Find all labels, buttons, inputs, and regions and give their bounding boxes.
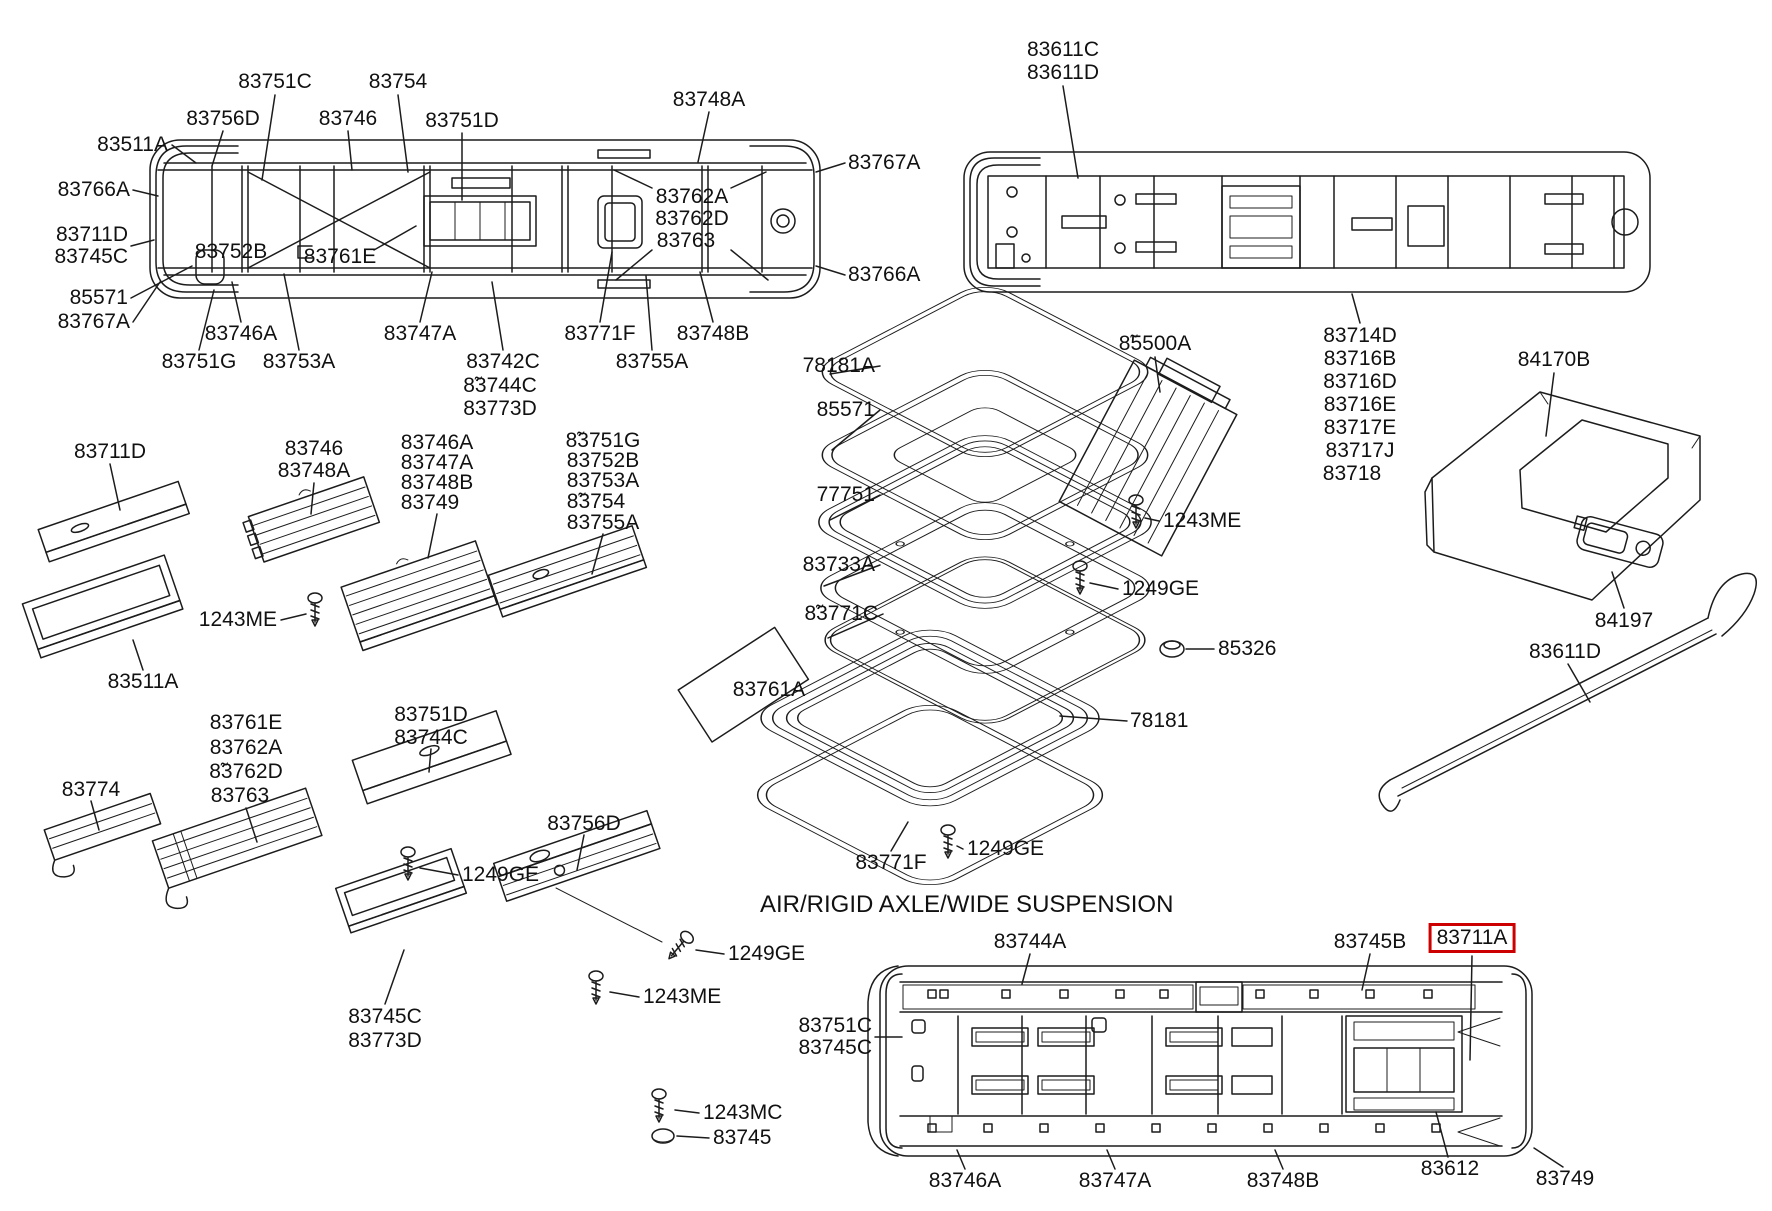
part-label-b-83744a: 83744A	[993, 930, 1067, 953]
part-label-c1-83746a: 83746A	[400, 431, 474, 454]
part-label-ll-83744c: 83744C	[394, 726, 468, 749]
part-label-ll-83756d: 83756D	[547, 812, 621, 835]
part-label-c3-83762a: 83762A	[209, 736, 283, 759]
part-label-col-83718: 83718	[1322, 462, 1382, 485]
part-label-ll-1243me: 1243ME	[643, 985, 722, 1008]
part-label-a1-83511a: 83511A	[97, 133, 168, 156]
part-label-c1-83748b: 83748B	[400, 471, 474, 494]
part-label-st-85571: 85571	[816, 398, 875, 421]
part-label-st-83771c: 8̃3771C	[804, 602, 878, 625]
part-label-a1-83766a-right: 83766A	[848, 263, 921, 286]
part-label-b-83748b: 83748B	[1246, 1169, 1320, 1192]
part-label-ll-83745c: 83745C	[348, 1005, 422, 1028]
part-label-r-83611d-strip: 83611D	[1528, 640, 1602, 663]
part-label-c1-83749: 83749	[400, 491, 460, 514]
part-label-col-83717j: 83717J	[1325, 439, 1395, 462]
part-label-c2-83751g: 8̃3751G	[565, 429, 641, 452]
part-label-ll-1243mc: 1243MC	[703, 1101, 783, 1124]
part-label-c3-83762d: 8̃3762D	[209, 760, 283, 783]
part-label-b-83745c: 83745C	[798, 1036, 872, 1059]
part-label-r-84170b: 84170B	[1517, 348, 1591, 371]
section-title: AIR/RIGID AXLE/WIDE SUSPENSION	[760, 891, 1174, 918]
part-label-ll-83745: 83745	[713, 1126, 772, 1149]
part-label-b-83711a: 83711A	[1429, 923, 1516, 953]
part-label-a1-83767a-left: 83767A	[57, 310, 130, 333]
part-label-a1-83751d: 83751D	[425, 109, 499, 132]
part-label-a1-83766a-left: 83766A	[57, 178, 130, 201]
part-label-a1-83762d: 83762D	[655, 207, 729, 230]
part-label-ll-1249ge: 1249GE	[462, 863, 540, 886]
part-label-rl-83746: 83746	[284, 437, 344, 460]
part-label-ll-83774: 83774	[61, 778, 121, 801]
part-label-ll-83751d: 83751D	[394, 703, 468, 726]
part-label-c3-83761e: 83761E	[209, 711, 283, 734]
part-label-b-83751c: 83751C	[798, 1014, 872, 1037]
part-label-b-83747a: 83747A	[1078, 1169, 1152, 1192]
part-label-a1-83751g: 83751G	[161, 350, 237, 373]
part-label-a1-83742c: 83742C	[466, 350, 540, 373]
part-label-a1-83756d: 83756D	[186, 107, 260, 130]
part-label-a1-83754: 83754	[368, 70, 428, 93]
part-label-a1-83744c: 8̃3744C	[463, 374, 537, 397]
part-label-st-78181a: 78181A	[802, 354, 875, 377]
part-label-a1-83763: 83763	[656, 229, 716, 252]
part-label-c3-83763: 83763	[210, 784, 270, 807]
part-label-rl-1243me: 1243ME	[198, 608, 277, 631]
part-label-a1-83771f: 83771F	[564, 322, 636, 345]
part-label-ll-1249ge2: 1249GE	[728, 942, 806, 965]
part-label-b-83745b: 83745B	[1333, 930, 1407, 953]
part-label-a1-83748b: 83748B	[676, 322, 750, 345]
part-label-a1-83773d: 83773D	[463, 397, 537, 420]
part-label-a1-83711d: 83711D	[55, 223, 128, 246]
part-label-ll-83773d: 83773D	[348, 1029, 422, 1052]
part-label-st-78181: 78181	[1130, 709, 1189, 732]
part-label-c2-83752b: 83752B	[566, 449, 640, 472]
part-label-st-85326: 85326	[1218, 637, 1277, 660]
part-label-col-83716e: 83716E	[1323, 393, 1397, 416]
part-label-rl-83711d: 83711D	[73, 440, 147, 463]
part-label-a2-83611c: 83611C	[1026, 38, 1100, 61]
part-label-col-83717e: 83717E	[1323, 416, 1397, 439]
part-label-a1-83745c: 83745C	[54, 245, 128, 268]
part-label-st-83771f: 83771F	[855, 851, 927, 874]
part-label-st-1249ge-b: 1249GE	[967, 837, 1045, 860]
part-label-a1-83767a-right: 83767A	[848, 151, 921, 174]
part-label-st-1249ge: 1249GE	[1122, 577, 1200, 600]
part-label-a1-85571: 85571	[69, 286, 128, 309]
part-label-a1-83761e: 83761E	[303, 245, 377, 268]
part-label-st-1243me: 1243ME	[1163, 509, 1242, 532]
part-label-col-83714d: 83714D	[1323, 324, 1397, 347]
part-label-a2-83611d: 83611D	[1026, 61, 1100, 84]
part-label-col-83716b: 83716B	[1323, 347, 1397, 370]
part-label-a1-83746a: 83746A	[204, 322, 278, 345]
part-label-a1-83747a: 83747A	[383, 322, 457, 345]
part-label-col-83716d: 83716D	[1323, 370, 1397, 393]
part-label-c2-83753a: 83753A	[566, 469, 640, 492]
part-label-st-85500a: 8̃5500A	[1118, 332, 1192, 355]
part-label-c2-83754: 8̃3754	[566, 490, 626, 513]
part-label-c1-83747a: 83747A	[400, 451, 474, 474]
part-label-st-83733a: 83733A	[802, 553, 875, 576]
part-label-st-77751: 77751	[816, 483, 875, 506]
part-label-b-83749: 83749	[1535, 1167, 1595, 1190]
part-label-a1-83752b: 83752B	[194, 240, 268, 263]
part-label-b-83612: 83612	[1420, 1157, 1480, 1180]
part-label-b-83746a: 83746A	[928, 1169, 1002, 1192]
part-label-rl-83748a: 83748A	[277, 459, 351, 482]
part-label-rl-83511a: 83511A	[107, 670, 179, 693]
part-label-a1-83755a: 83755A	[615, 350, 689, 373]
part-label-a1-83746: 83746	[318, 107, 378, 130]
part-label-a1-83753a: 83753A	[262, 350, 336, 373]
part-label-st-83761a: 83761A	[732, 678, 806, 701]
part-label-c2-83755a: 83755A	[566, 511, 640, 534]
part-label-a1-83762a: 83762A	[655, 185, 729, 208]
part-label-a1-83748a: 83748A	[672, 88, 746, 111]
part-label-r-84197: 84197	[1594, 609, 1654, 632]
part-label-a1-83751c: 83751C	[238, 70, 312, 93]
